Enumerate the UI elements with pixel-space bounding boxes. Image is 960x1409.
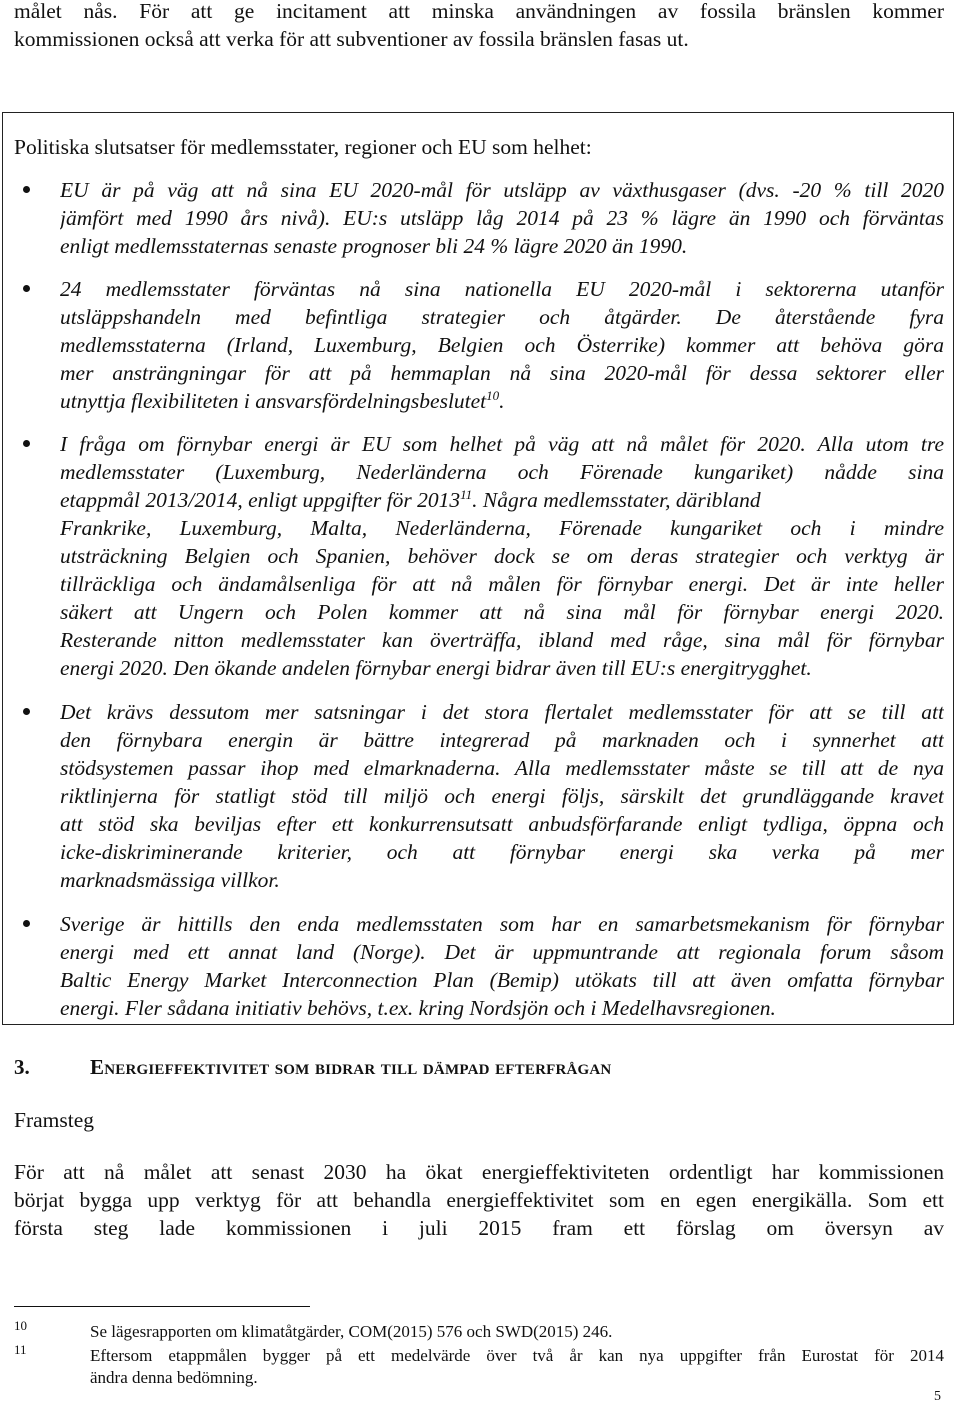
bullet-line: icke-diskriminerande kriterier, och att förnybar energi ska verka på mer	[60, 840, 944, 864]
bullet-line: säkert att Ungern och Polen kommer att nå sina mål för förnybar energi 2020.	[60, 600, 944, 624]
footnote-separator	[14, 1306, 310, 1307]
bullet-line: Det krävs dessutom mer satsningar i det stora flertalet medlemsstater för att se till att	[60, 700, 944, 724]
bullet-line: utnyttja flexibiliteten i ansvarsfördelningsbeslutet$^{10}$.	[60, 387, 505, 413]
subheading: Framsteg	[14, 1108, 95, 1132]
footnote-ref[interactable]: 10	[486, 387, 500, 403]
bullet-icon	[23, 186, 30, 193]
bullet-line: 24 medlemsstater förväntas nå sina nationella EU 2020-mål i sektorerna utanför	[60, 277, 944, 301]
bullet-line: att stöd ska beviljas efter ett konkurrensutsatt anbudsförfarande enligt tydliga, öppna och	[60, 812, 944, 836]
bullet-line: enligt medlemsstaternas senaste prognoser bli 24 % lägre 2020 än 1990.	[60, 234, 688, 258]
footnote-ref[interactable]: 11	[460, 486, 473, 502]
bullet-line: energi. Fler sådana initiativ behövs, t.ex. kring Nordsjön och i Medelhavsregionen.	[60, 996, 776, 1020]
bullet-line: stödsystemen passar ihop med elmarknaderna. Alla medlemsstater måste se till att de nya	[60, 756, 944, 780]
footnote-number: 11	[14, 1342, 27, 1357]
bullet-line: Sverige är hittills den enda medlemsstaten som har en samarbetsmekanism för förnybar	[60, 912, 944, 936]
box-intro: Politiska slutsatser för medlemsstater, regioner och EU som helhet:	[14, 135, 592, 159]
bullet-line: I fråga om förnybar energi är EU som helhet på väg att nå målet för 2020. Alla utom tre	[60, 432, 944, 456]
footnote-text: Eftersom etappmålen bygger på ett medelvärde över två år kan nya uppgifter från Eurostat för 2014	[90, 1346, 944, 1365]
bullet-line: energi 2020. Den ökande andelen förnybar energi bidrar även till EU:s energitrygghet.	[60, 656, 812, 680]
paragraph-line: kommissionen också att verka för att subventioner av fossila bränslen fasas ut.	[14, 27, 689, 51]
body-line: börjat bygga upp verktyg för att behandla energieffektivitet som en egen energikälla. Som ett	[14, 1188, 944, 1212]
bullet-line: Resterande nitton medlemsstater kan överträffa, ibland med råge, sina mål för förnybar	[60, 628, 944, 652]
bullet-line: energi med ett annat land (Norge). Det är uppmuntrande att regionala forum såsom	[60, 940, 944, 964]
bullet-line: jämfört med 1990 års nivå). EU:s utsläpp låg 2014 på 23 % lägre än 1990 och förväntas	[60, 206, 944, 230]
bullet-line: etappmål 2013/2014, enligt uppgifter för 2013$^{11}$. Några medlemsstater, däribland	[60, 486, 761, 512]
paragraph-line: målet nås. För att ge incitament att minska användningen av fossila bränslen kommer	[14, 0, 944, 23]
body-line: För att nå målet att senast 2030 ha ökat energieffektiviteten ordentligt har kommissionen	[14, 1160, 944, 1184]
bullet-icon	[23, 285, 30, 292]
bullet-line: medlemsstaterna (Irland, Luxemburg, Belgien och Österrike) kommer att behöva göra	[60, 333, 944, 357]
bullet-line: den förnybara energin är bättre integrerad på marknaden och i synnerhet att	[60, 728, 944, 752]
section-number: 3.	[14, 1055, 30, 1079]
page-number: 5	[934, 1389, 941, 1404]
footnote-number: 10	[14, 1318, 27, 1333]
bullet-icon	[23, 920, 30, 927]
body-line: första steg lade kommissionen i juli 2015 fram ett förslag om översyn av	[14, 1216, 944, 1240]
footnote-text: Se lägesrapporten om klimatåtgärder, COM(2015) 576 och SWD(2015) 246.	[90, 1322, 613, 1341]
bullet-icon	[23, 708, 30, 715]
bullet-line: EU är på väg att nå sina EU 2020-mål för utsläpp av växthusgaser (dvs. -20 % till 2020	[60, 178, 944, 202]
bullet-icon	[23, 440, 30, 447]
bullet-line: Frankrike, Luxemburg, Malta, Nederländerna, Förenade kungariket och i mindre	[60, 516, 944, 540]
section-title: Energieffektivitet som bidrar till dämpad efterfrågan	[90, 1055, 612, 1079]
bullet-line: mer ansträngningar för att på hemmaplan nå sina 2020-mål för dessa sektorer eller	[60, 361, 944, 385]
bullet-line: riktlinjerna för statligt stöd till miljö och energi följs, särskilt det grundläggande kravet	[60, 784, 944, 808]
bullet-line: tillräckliga och ändamålsenliga för att nå målen för förnybar energi. Det är inte heller	[60, 572, 944, 596]
bullet-line: medlemsstater (Luxemburg, Nederländerna och Förenade kungariket) nådde sina	[60, 460, 944, 484]
bullet-line: utsträckning Belgien och Spanien, behöver dock se om deras strategier och verktyg är	[60, 544, 944, 568]
bullet-line: Baltic Energy Market Interconnection Plan (Bemip) utökats till att även omfatta förnybar	[60, 968, 944, 992]
bullet-line: marknadsmässiga villkor.	[60, 868, 280, 892]
footnote-text: ändra denna bedömning.	[90, 1368, 258, 1387]
bullet-line: utsläppshandeln med befintliga strategier och åtgärder. De återstående fyra	[60, 305, 944, 329]
